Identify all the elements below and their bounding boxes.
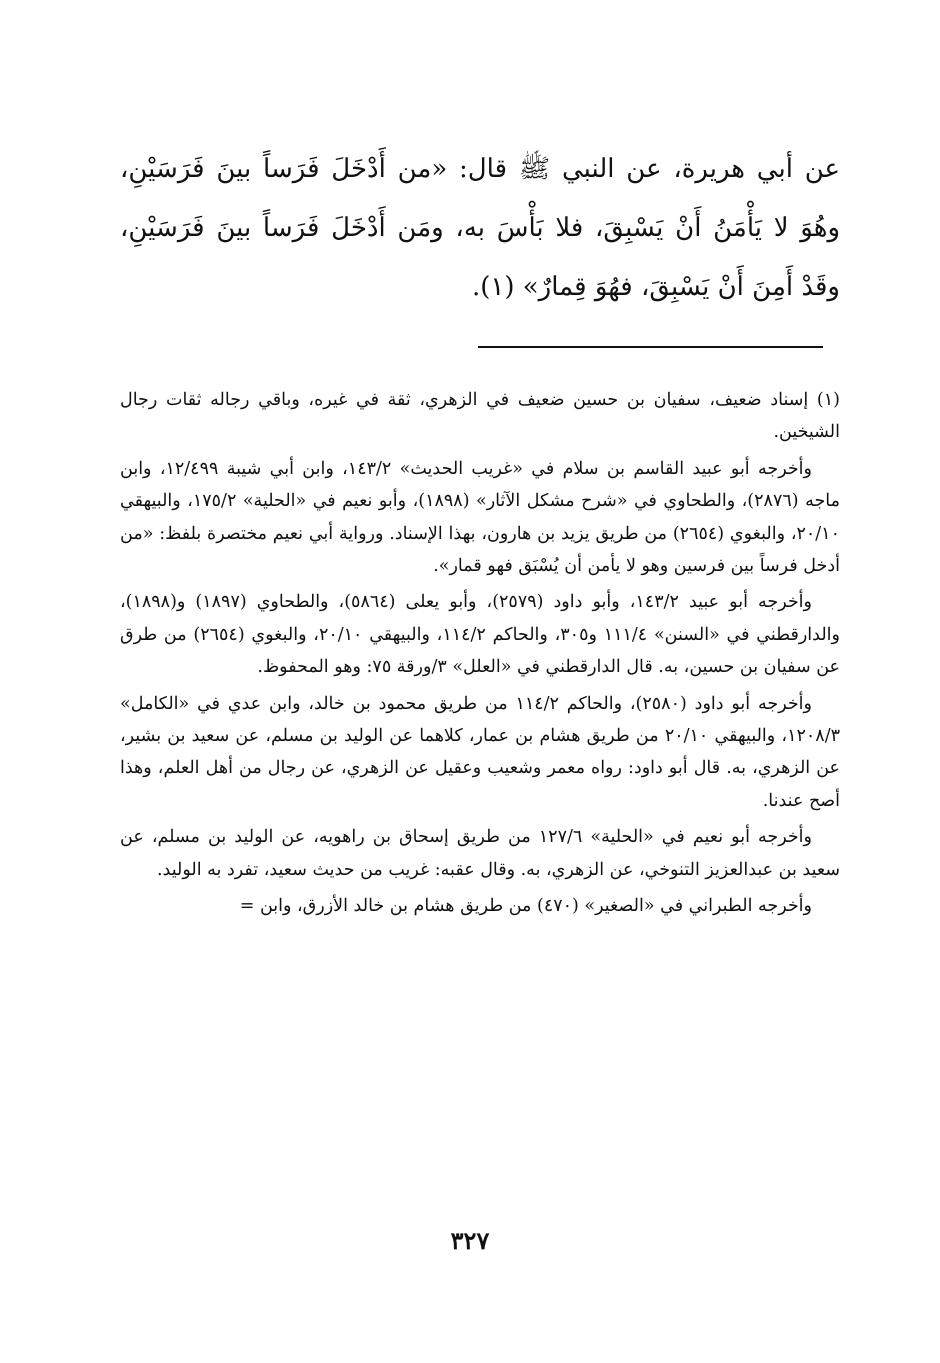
footnote-paragraph: (١) إسناد ضعيف، سفيان بن حسين ضعيف في الزهري، ثقة في غيره، وباقي رجاله ثقات رجال الشيخين.: [120, 390, 840, 443]
footnote-paragraph: وأخرجه أبو عبيد ١٤٣/٢، وأبو داود (٢٥٧٩)، وأبو يعلى (٥٨٦٤)، والطحاوي (١٨٩٧) و(١٨٩٨)، والدارقطني في «السنن» ١١١/٤ و٣٠٥، والحاكم ١١٤/٢، والبيهقي ٢٠/١٠، والبغوي (٢٦٥٤) من طرق عن سفيان بن حسين، به. قال الدارقطني في «العلل» ٣/ورقة ٧٥: وهو المحفوظ.: [120, 592, 840, 678]
footnote-paragraph: وأخرجه أبو نعيم في «الحلية» ١٢٧/٦ من طريق إسحاق بن راهويه، عن الوليد بن مسلم، عن سعيد بن عبدالعزيز التنوخي، عن الزهري، به. وقال عقبه: غريب من حديث سعيد، تفرد به الوليد.: [120, 827, 840, 880]
footnote-paragraph: وأخرجه الطبراني في «الصغير» (٤٧٠) من طريق هشام بن خالد الأزرق، وابن =: [239, 896, 812, 917]
footnote-divider: [478, 346, 823, 348]
footnotes: [120, 384, 840, 927]
hadith-text: عن أبي هريرة، عن النبي ﷺ قال: «من أَدْخَلَ فَرَساً بينَ فَرَسَيْنِ، وهُوَ لا يَأْمَنُ أَنْ يَسْبِقَ، فلا بَأْسَ به، ومَن أَدْخَلَ فَرَساً بينَ فَرَسَيْنِ، وقَدْ أَمِنَ أَنْ يَسْبِقَ، فهُوَ قِمارٌ» (١).: [120, 154, 840, 302]
footnote-paragraph: وأخرجه أبو داود (٢٥٨٠)، والحاكم ١١٤/٢ من طريق محمود بن خالد، وابن عدي في «الكامل» ١٢٠٨/٣، والبيهقي ٢٠/١٠ من طريق هشام بن عمار، كلاهما عن الوليد بن مسلم، عن سعيد بن بشير، عن الزهري، به. قال أبو داود: رواه معمر وشعيب وعقيل عن الزهري، عن رجال من أهل العلم، وهذا أصح عندنا.: [120, 693, 840, 811]
page-number: ٣٢٧: [450, 1226, 490, 1255]
footnote-paragraph: وأخرجه أبو عبيد القاسم بن سلام في «غريب الحديث» ١٤٣/٢، وابن أبي شيبة ١٢/٤٩٩، وابن ماجه (٢٨٧٦)، والطحاوي في «شرح مشكل الآثار» (١٨٩٨)، وأبو نعيم في «الحلية» ١٧٥/٢، والبيهقي ٢٠/١٠، والبغوي (٢٦٥٤) من طريق يزيد بن هارون، بهذا الإسناد. ورواية أبي نعيم مختصرة بلفظ: «من أدخل فرساً بين فرسين وهو لا يأمن أن يُسْبَق فهو قمار».: [120, 458, 840, 577]
